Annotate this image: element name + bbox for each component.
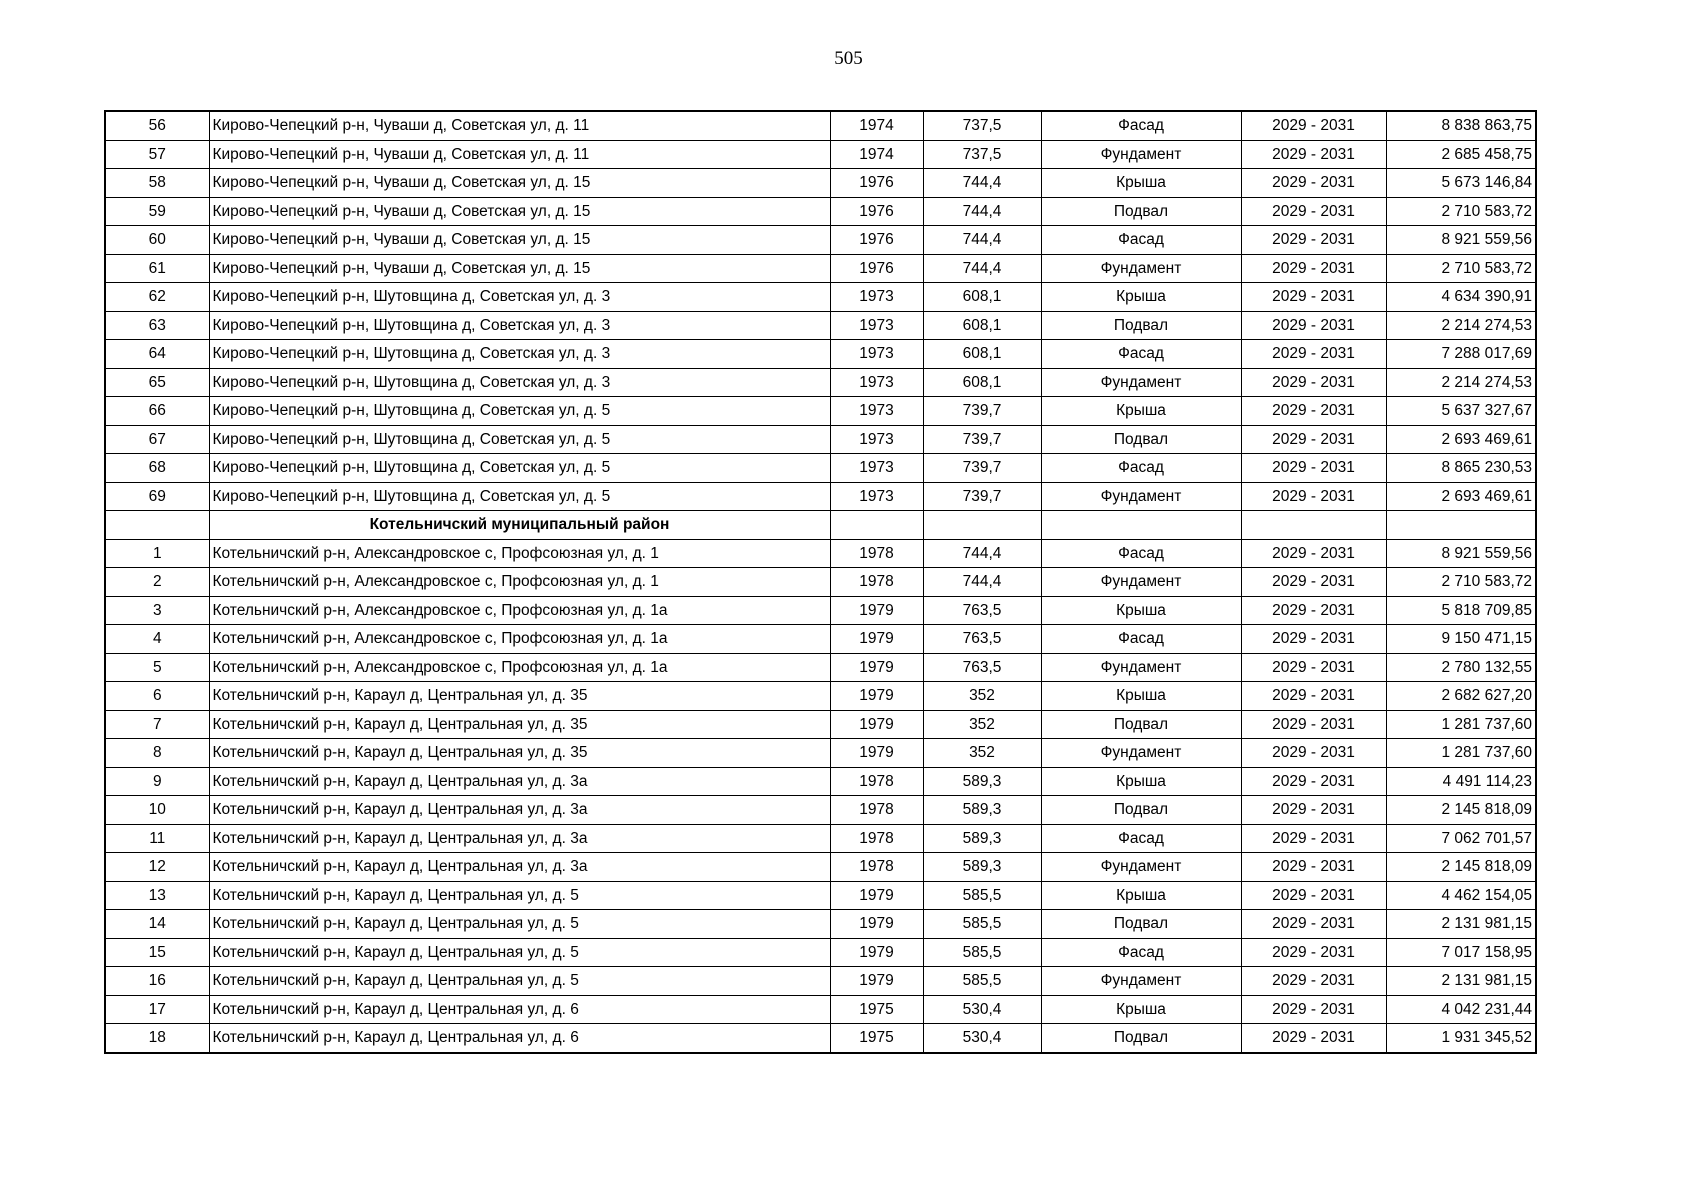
year-cell: 1979 — [830, 739, 923, 768]
work-type-cell: Фасад — [1041, 539, 1241, 568]
table-row — [105, 824, 1536, 853]
cost-cell: 2 682 627,20 — [1386, 682, 1536, 711]
cost-cell: 2 710 583,72 — [1386, 254, 1536, 283]
row-number: 67 — [105, 425, 209, 454]
cost-cell: 9 150 471,15 — [1386, 625, 1536, 654]
address-cell: Котельничский р-н, Караул д, Центральная ул, д. 3а — [209, 824, 830, 853]
area-cell: 585,5 — [923, 938, 1041, 967]
page-number: 505 — [834, 48, 863, 69]
period-cell: 2029 - 2031 — [1241, 938, 1386, 967]
address-cell: Кирово-Чепецкий р-н, Шутовщина д, Советская ул, д. 5 — [209, 425, 830, 454]
work-type-cell: Фундамент — [1041, 482, 1241, 511]
table-row — [105, 197, 1536, 226]
address-cell: Кирово-Чепецкий р-н, Шутовщина д, Советская ул, д. 5 — [209, 454, 830, 483]
table-row — [105, 368, 1536, 397]
address-cell: Котельничский р-н, Караул д, Центральная ул, д. 35 — [209, 739, 830, 768]
row-number: 12 — [105, 853, 209, 882]
area-cell: 530,4 — [923, 1024, 1041, 1053]
address-cell: Кирово-Чепецкий р-н, Шутовщина д, Советская ул, д. 5 — [209, 482, 830, 511]
period-cell: 2029 - 2031 — [1241, 682, 1386, 711]
row-number: 1 — [105, 539, 209, 568]
cost-cell: 8 921 559,56 — [1386, 539, 1536, 568]
year-cell: 1979 — [830, 967, 923, 996]
row-number: 66 — [105, 397, 209, 426]
address-cell: Котельничский р-н, Караул д, Центральная ул, д. 5 — [209, 881, 830, 910]
cost-cell: 2 131 981,15 — [1386, 910, 1536, 939]
row-number: 57 — [105, 140, 209, 169]
year-cell: 1979 — [830, 881, 923, 910]
address-cell: Кирово-Чепецкий р-н, Шутовщина д, Советская ул, д. 3 — [209, 311, 830, 340]
cost-cell: 8 921 559,56 — [1386, 226, 1536, 255]
work-type-cell: Крыша — [1041, 397, 1241, 426]
cost-cell: 2 685 458,75 — [1386, 140, 1536, 169]
area-cell: 608,1 — [923, 311, 1041, 340]
year-cell: 1979 — [830, 682, 923, 711]
work-type-cell: Фундамент — [1041, 140, 1241, 169]
table-row — [105, 283, 1536, 312]
cost-cell: 5 818 709,85 — [1386, 596, 1536, 625]
year-cell: 1973 — [830, 368, 923, 397]
period-cell: 2029 - 2031 — [1241, 482, 1386, 511]
row-number: 11 — [105, 824, 209, 853]
period-cell: 2029 - 2031 — [1241, 197, 1386, 226]
address-cell: Котельничский р-н, Караул д, Центральная ул, д. 6 — [209, 1024, 830, 1053]
cost-cell: 1 281 737,60 — [1386, 739, 1536, 768]
year-cell: 1979 — [830, 910, 923, 939]
period-cell: 2029 - 2031 — [1241, 454, 1386, 483]
cost-cell: 8 865 230,53 — [1386, 454, 1536, 483]
cost-cell: 2 780 132,55 — [1386, 653, 1536, 682]
empty-cell — [923, 511, 1041, 540]
address-cell: Котельничский р-н, Караул д, Центральная ул, д. 3а — [209, 796, 830, 825]
address-cell: Котельничский р-н, Александровское с, Профсоюзная ул, д. 1а — [209, 653, 830, 682]
row-number: 56 — [105, 111, 209, 140]
cost-cell: 1 281 737,60 — [1386, 710, 1536, 739]
area-cell: 352 — [923, 682, 1041, 711]
area-cell: 608,1 — [923, 368, 1041, 397]
period-cell: 2029 - 2031 — [1241, 340, 1386, 369]
cost-cell: 4 042 231,44 — [1386, 995, 1536, 1024]
address-cell: Котельничский р-н, Александровское с, Профсоюзная ул, д. 1 — [209, 539, 830, 568]
year-cell: 1973 — [830, 283, 923, 312]
address-cell: Кирово-Чепецкий р-н, Шутовщина д, Советская ул, д. 3 — [209, 368, 830, 397]
address-cell: Кирово-Чепецкий р-н, Чуваши д, Советская ул, д. 11 — [209, 111, 830, 140]
cost-cell: 2 693 469,61 — [1386, 482, 1536, 511]
row-number: 13 — [105, 881, 209, 910]
work-type-cell: Фасад — [1041, 111, 1241, 140]
cost-cell: 2 145 818,09 — [1386, 853, 1536, 882]
year-cell: 1978 — [830, 853, 923, 882]
area-cell: 739,7 — [923, 454, 1041, 483]
period-cell: 2029 - 2031 — [1241, 226, 1386, 255]
period-cell: 2029 - 2031 — [1241, 368, 1386, 397]
row-number: 62 — [105, 283, 209, 312]
address-cell: Кирово-Чепецкий р-н, Шутовщина д, Советская ул, д. 5 — [209, 397, 830, 426]
row-number: 68 — [105, 454, 209, 483]
work-type-cell: Фасад — [1041, 938, 1241, 967]
year-cell: 1973 — [830, 482, 923, 511]
year-cell: 1978 — [830, 767, 923, 796]
table-row — [105, 397, 1536, 426]
area-cell: 589,3 — [923, 824, 1041, 853]
work-type-cell: Фасад — [1041, 824, 1241, 853]
address-cell: Кирово-Чепецкий р-н, Чуваши д, Советская ул, д. 15 — [209, 197, 830, 226]
year-cell: 1978 — [830, 796, 923, 825]
address-cell: Котельничский р-н, Караул д, Центральная ул, д. 35 — [209, 710, 830, 739]
period-cell: 2029 - 2031 — [1241, 739, 1386, 768]
period-cell: 2029 - 2031 — [1241, 311, 1386, 340]
row-number: 10 — [105, 796, 209, 825]
table-row — [105, 767, 1536, 796]
year-cell: 1978 — [830, 539, 923, 568]
cost-cell: 7 017 158,95 — [1386, 938, 1536, 967]
year-cell: 1979 — [830, 653, 923, 682]
period-cell: 2029 - 2031 — [1241, 995, 1386, 1024]
period-cell: 2029 - 2031 — [1241, 967, 1386, 996]
row-number: 18 — [105, 1024, 209, 1053]
cost-cell: 8 838 863,75 — [1386, 111, 1536, 140]
year-cell: 1973 — [830, 397, 923, 426]
work-type-cell: Подвал — [1041, 311, 1241, 340]
table-row — [105, 226, 1536, 255]
period-cell: 2029 - 2031 — [1241, 568, 1386, 597]
cost-cell: 2 214 274,53 — [1386, 368, 1536, 397]
table-row — [105, 454, 1536, 483]
area-cell: 739,7 — [923, 482, 1041, 511]
row-number: 4 — [105, 625, 209, 654]
empty-cell — [1041, 511, 1241, 540]
area-cell: 585,5 — [923, 881, 1041, 910]
address-cell: Котельничский р-н, Александровское с, Профсоюзная ул, д. 1а — [209, 625, 830, 654]
row-number: 64 — [105, 340, 209, 369]
area-cell: 608,1 — [923, 340, 1041, 369]
area-cell: 737,5 — [923, 111, 1041, 140]
cost-cell: 4 462 154,05 — [1386, 881, 1536, 910]
work-type-cell: Крыша — [1041, 995, 1241, 1024]
period-cell: 2029 - 2031 — [1241, 824, 1386, 853]
period-cell: 2029 - 2031 — [1241, 539, 1386, 568]
work-type-cell: Подвал — [1041, 910, 1241, 939]
row-number: 7 — [105, 710, 209, 739]
period-cell: 2029 - 2031 — [1241, 625, 1386, 654]
table-row — [105, 140, 1536, 169]
work-type-cell: Фасад — [1041, 340, 1241, 369]
work-type-cell: Подвал — [1041, 710, 1241, 739]
area-cell: 739,7 — [923, 397, 1041, 426]
table-row — [105, 682, 1536, 711]
address-cell: Котельничский р-н, Караул д, Центральная ул, д. 35 — [209, 682, 830, 711]
area-cell: 744,4 — [923, 226, 1041, 255]
address-cell: Кирово-Чепецкий р-н, Чуваши д, Советская ул, д. 11 — [209, 140, 830, 169]
year-cell: 1979 — [830, 938, 923, 967]
year-cell: 1976 — [830, 254, 923, 283]
work-type-cell: Крыша — [1041, 169, 1241, 198]
row-number: 61 — [105, 254, 209, 283]
year-cell: 1973 — [830, 340, 923, 369]
work-type-cell: Фундамент — [1041, 853, 1241, 882]
area-cell: 352 — [923, 739, 1041, 768]
table-row — [105, 796, 1536, 825]
year-cell: 1978 — [830, 824, 923, 853]
table-row — [105, 311, 1536, 340]
table-row — [105, 1024, 1536, 1053]
table-row — [105, 425, 1536, 454]
work-type-cell: Фундамент — [1041, 254, 1241, 283]
address-cell: Кирово-Чепецкий р-н, Чуваши д, Советская ул, д. 15 — [209, 254, 830, 283]
year-cell: 1976 — [830, 169, 923, 198]
row-number: 17 — [105, 995, 209, 1024]
row-number: 65 — [105, 368, 209, 397]
work-type-cell: Фасад — [1041, 226, 1241, 255]
row-number: 59 — [105, 197, 209, 226]
address-cell: Кирово-Чепецкий р-н, Шутовщина д, Советская ул, д. 3 — [209, 283, 830, 312]
table-row — [105, 710, 1536, 739]
row-number: 60 — [105, 226, 209, 255]
work-type-cell: Крыша — [1041, 881, 1241, 910]
section-row — [105, 511, 1536, 540]
cost-cell: 2 131 981,15 — [1386, 967, 1536, 996]
period-cell: 2029 - 2031 — [1241, 910, 1386, 939]
area-cell: 608,1 — [923, 283, 1041, 312]
section-title: Котельничский муниципальный район — [209, 511, 830, 540]
year-cell: 1973 — [830, 454, 923, 483]
row-number: 5 — [105, 653, 209, 682]
row-number: 63 — [105, 311, 209, 340]
year-cell: 1979 — [830, 596, 923, 625]
table-row — [105, 111, 1536, 140]
area-cell: 744,4 — [923, 254, 1041, 283]
cost-cell: 2 693 469,61 — [1386, 425, 1536, 454]
row-number: 16 — [105, 967, 209, 996]
work-type-cell: Фундамент — [1041, 568, 1241, 597]
table-row — [105, 254, 1536, 283]
area-cell: 530,4 — [923, 995, 1041, 1024]
period-cell: 2029 - 2031 — [1241, 425, 1386, 454]
address-cell: Котельничский р-н, Караул д, Центральная ул, д. 5 — [209, 967, 830, 996]
address-cell: Кирово-Чепецкий р-н, Чуваши д, Советская ул, д. 15 — [209, 169, 830, 198]
year-cell: 1975 — [830, 995, 923, 1024]
period-cell: 2029 - 2031 — [1241, 397, 1386, 426]
year-cell: 1973 — [830, 425, 923, 454]
empty-cell — [105, 511, 209, 540]
period-cell: 2029 - 2031 — [1241, 853, 1386, 882]
year-cell: 1974 — [830, 140, 923, 169]
address-cell: Кирово-Чепецкий р-н, Шутовщина д, Советская ул, д. 3 — [209, 340, 830, 369]
area-cell: 737,5 — [923, 140, 1041, 169]
row-number: 2 — [105, 568, 209, 597]
table-row — [105, 539, 1536, 568]
address-cell: Котельничский р-н, Караул д, Центральная ул, д. 5 — [209, 910, 830, 939]
cost-cell: 5 673 146,84 — [1386, 169, 1536, 198]
address-cell: Котельничский р-н, Александровское с, Профсоюзная ул, д. 1 — [209, 568, 830, 597]
work-type-cell: Подвал — [1041, 1024, 1241, 1053]
row-number: 58 — [105, 169, 209, 198]
year-cell: 1974 — [830, 111, 923, 140]
table-row — [105, 340, 1536, 369]
row-number: 15 — [105, 938, 209, 967]
table-row — [105, 910, 1536, 939]
work-type-cell: Крыша — [1041, 767, 1241, 796]
cost-cell: 5 637 327,67 — [1386, 397, 1536, 426]
area-cell: 585,5 — [923, 967, 1041, 996]
table-row — [105, 653, 1536, 682]
register-table — [104, 110, 1537, 1054]
address-cell: Котельничский р-н, Караул д, Центральная ул, д. 3а — [209, 767, 830, 796]
area-cell: 744,4 — [923, 568, 1041, 597]
work-type-cell: Фундамент — [1041, 653, 1241, 682]
table-row — [105, 739, 1536, 768]
period-cell: 2029 - 2031 — [1241, 254, 1386, 283]
area-cell: 744,4 — [923, 197, 1041, 226]
area-cell: 763,5 — [923, 625, 1041, 654]
work-type-cell: Крыша — [1041, 283, 1241, 312]
cost-cell: 7 288 017,69 — [1386, 340, 1536, 369]
area-cell: 352 — [923, 710, 1041, 739]
cost-cell: 2 710 583,72 — [1386, 197, 1536, 226]
period-cell: 2029 - 2031 — [1241, 767, 1386, 796]
period-cell: 2029 - 2031 — [1241, 140, 1386, 169]
table-row — [105, 625, 1536, 654]
row-number: 14 — [105, 910, 209, 939]
work-type-cell: Подвал — [1041, 197, 1241, 226]
cost-cell: 2 710 583,72 — [1386, 568, 1536, 597]
period-cell: 2029 - 2031 — [1241, 169, 1386, 198]
table-row — [105, 482, 1536, 511]
table-row — [105, 938, 1536, 967]
area-cell: 585,5 — [923, 910, 1041, 939]
register-table-body — [105, 111, 1536, 1053]
table-row — [105, 853, 1536, 882]
row-number: 8 — [105, 739, 209, 768]
period-cell: 2029 - 2031 — [1241, 796, 1386, 825]
work-type-cell: Фасад — [1041, 454, 1241, 483]
area-cell: 763,5 — [923, 596, 1041, 625]
work-type-cell: Фасад — [1041, 625, 1241, 654]
cost-cell: 4 491 114,23 — [1386, 767, 1536, 796]
period-cell: 2029 - 2031 — [1241, 653, 1386, 682]
row-number: 69 — [105, 482, 209, 511]
year-cell: 1979 — [830, 625, 923, 654]
area-cell: 589,3 — [923, 767, 1041, 796]
year-cell: 1973 — [830, 311, 923, 340]
row-number: 9 — [105, 767, 209, 796]
work-type-cell: Фундамент — [1041, 368, 1241, 397]
year-cell: 1976 — [830, 226, 923, 255]
table-row — [105, 568, 1536, 597]
area-cell: 744,4 — [923, 539, 1041, 568]
period-cell: 2029 - 2031 — [1241, 111, 1386, 140]
cost-cell: 7 062 701,57 — [1386, 824, 1536, 853]
area-cell: 589,3 — [923, 853, 1041, 882]
work-type-cell: Подвал — [1041, 425, 1241, 454]
empty-cell — [1241, 511, 1386, 540]
period-cell: 2029 - 2031 — [1241, 1024, 1386, 1053]
table-row — [105, 881, 1536, 910]
address-cell: Котельничский р-н, Караул д, Центральная ул, д. 6 — [209, 995, 830, 1024]
area-cell: 763,5 — [923, 653, 1041, 682]
period-cell: 2029 - 2031 — [1241, 881, 1386, 910]
address-cell: Котельничский р-н, Караул д, Центральная ул, д. 5 — [209, 938, 830, 967]
year-cell: 1976 — [830, 197, 923, 226]
period-cell: 2029 - 2031 — [1241, 596, 1386, 625]
work-type-cell: Фундамент — [1041, 739, 1241, 768]
empty-cell — [1386, 511, 1536, 540]
cost-cell: 4 634 390,91 — [1386, 283, 1536, 312]
cost-cell: 2 214 274,53 — [1386, 311, 1536, 340]
cost-cell: 2 145 818,09 — [1386, 796, 1536, 825]
year-cell: 1978 — [830, 568, 923, 597]
address-cell: Кирово-Чепецкий р-н, Чуваши д, Советская ул, д. 15 — [209, 226, 830, 255]
row-number: 3 — [105, 596, 209, 625]
table-row — [105, 596, 1536, 625]
period-cell: 2029 - 2031 — [1241, 710, 1386, 739]
table-row — [105, 967, 1536, 996]
empty-cell — [830, 511, 923, 540]
address-cell: Котельничский р-н, Александровское с, Профсоюзная ул, д. 1а — [209, 596, 830, 625]
work-type-cell: Крыша — [1041, 682, 1241, 711]
year-cell: 1979 — [830, 710, 923, 739]
year-cell: 1975 — [830, 1024, 923, 1053]
area-cell: 744,4 — [923, 169, 1041, 198]
work-type-cell: Фундамент — [1041, 967, 1241, 996]
address-cell: Котельничский р-н, Караул д, Центральная ул, д. 3а — [209, 853, 830, 882]
work-type-cell: Подвал — [1041, 796, 1241, 825]
area-cell: 739,7 — [923, 425, 1041, 454]
cost-cell: 1 931 345,52 — [1386, 1024, 1536, 1053]
area-cell: 589,3 — [923, 796, 1041, 825]
table-row — [105, 995, 1536, 1024]
period-cell: 2029 - 2031 — [1241, 283, 1386, 312]
table-row — [105, 169, 1536, 198]
row-number: 6 — [105, 682, 209, 711]
work-type-cell: Крыша — [1041, 596, 1241, 625]
